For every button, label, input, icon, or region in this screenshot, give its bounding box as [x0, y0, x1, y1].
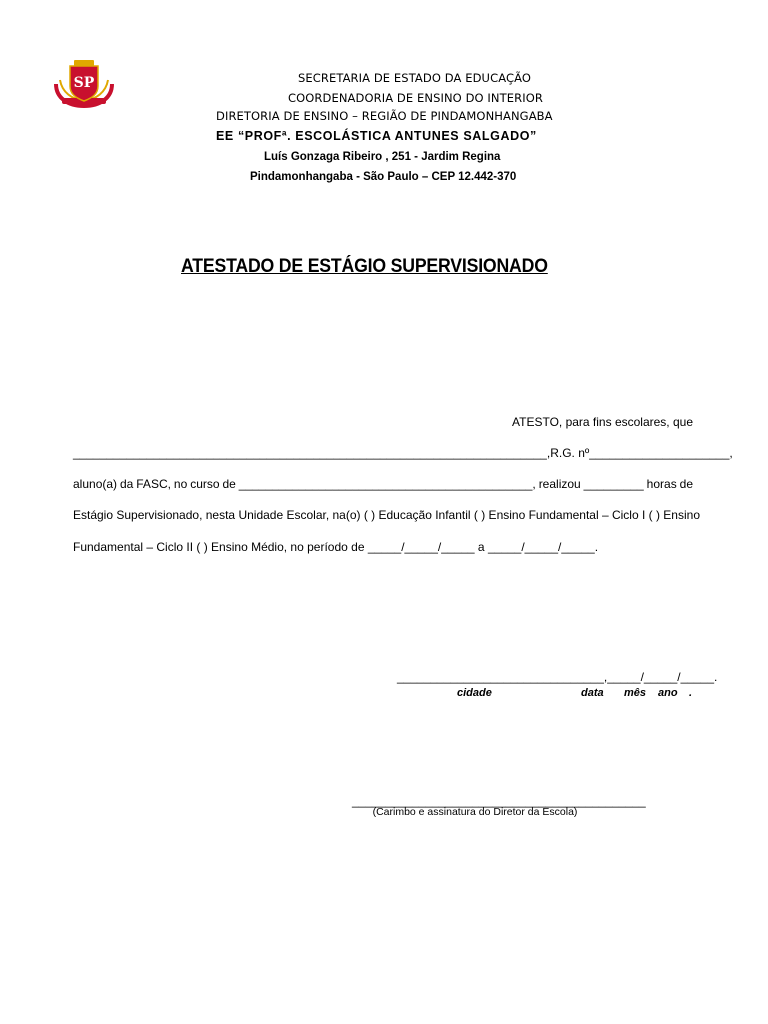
city-date-line: _______________________________,_____/_____/_____.: [397, 670, 718, 684]
word: de: [679, 477, 693, 491]
header-city-cep: Pindamonhangaba - São Paulo – CEP 12.442-370: [250, 171, 517, 183]
hours-blank: _________: [583, 477, 644, 491]
label-cidade: cidade: [457, 687, 492, 699]
header-diretoria: DIRETORIA DE ENSINO – REGIÃO DE PINDAMONHANGABA: [216, 109, 553, 123]
word: da: [119, 477, 134, 491]
course-blank: ____________________________________________,: [238, 477, 536, 491]
body-line-course: [73, 478, 693, 490]
document-title: ATESTADO DE ESTÁGIO SUPERVISIONADO: [181, 256, 548, 277]
word: no: [173, 477, 188, 491]
word: de: [222, 477, 236, 491]
body-line-name-rg: [73, 446, 733, 460]
header-school-name: EE “PROFª. ESCOLÁSTICA ANTUNES SALGADO”: [216, 129, 537, 143]
label-mes: mês: [624, 687, 647, 699]
body-line-levels: Estágio Supervisionado, nesta Unidade Escolar, na(o) ( ) Educação Infantil ( ) Ensino Fundamental – Ciclo I ( ) Ensino: [73, 508, 700, 522]
word: curso: [190, 477, 220, 491]
emblem-text: SP: [73, 75, 95, 91]
signature-caption: (Carimbo e assinatura do Diretor da Escola): [372, 806, 578, 818]
rg-blank: _____________________,: [589, 446, 733, 460]
signature-line: ____________________________________________: [352, 794, 646, 808]
header-address: Luís Gonzaga Ribeiro , 251 - Jardim Regina: [264, 151, 501, 163]
sao-paulo-coat-of-arms-icon: [52, 58, 116, 108]
word: FASC,: [136, 477, 171, 491]
word: aluno(a): [73, 477, 118, 491]
label-dot: .: [689, 687, 693, 699]
student-name-blank: _______________________________________________________________________,: [73, 446, 551, 460]
body-line-period: Fundamental – Ciclo II ( ) Ensino Médio, no período de _____/_____/_____ a _____/_____/_____.: [73, 540, 599, 554]
header-coordenadoria: COORDENADORIA DE ENSINO DO INTERIOR: [288, 91, 543, 105]
body-line-atesto: ATESTO, para fins escolares, que: [512, 415, 693, 429]
rg-label: R.G. nº: [550, 446, 590, 460]
header-secretaria: SECRETARIA DE ESTADO DA EDUCAÇÃO: [298, 71, 532, 85]
label-ano: ano: [658, 687, 678, 699]
word: horas: [646, 477, 677, 491]
label-data: data: [581, 687, 604, 699]
word: realizou: [538, 477, 581, 491]
